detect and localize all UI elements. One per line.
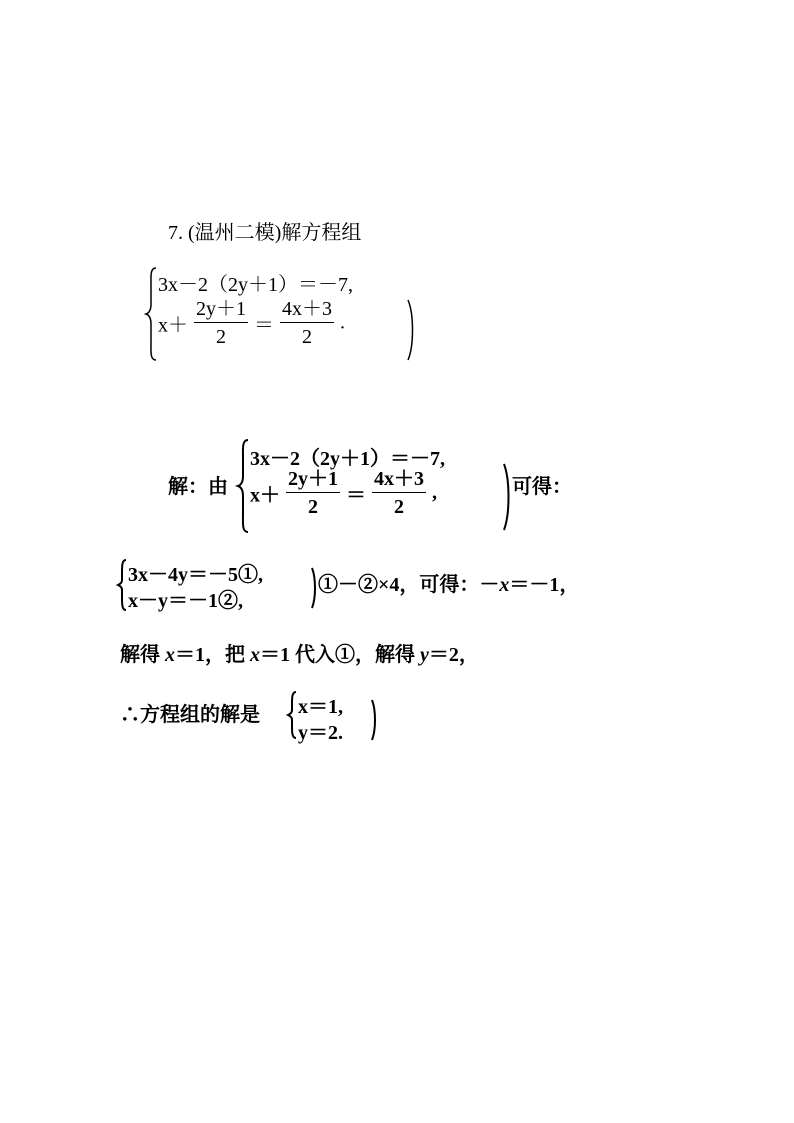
solution-right-paren [502, 462, 512, 532]
solution-fraction-1-den: 2 [308, 496, 318, 518]
problem-fraction-1-num: 2y＋1 [194, 298, 248, 323]
elimination-rest: ＝－1， [509, 574, 580, 596]
problem-eq2 [158, 298, 345, 348]
solution-fraction-2-num: 4x＋3 [372, 468, 426, 493]
problem-left-brace [146, 266, 158, 362]
solve-line-c: ＝1 代入①，解得 [260, 644, 420, 666]
problem-fraction-2-den: 2 [302, 326, 312, 348]
solution-eq2-equals: ＝ [346, 484, 366, 507]
solve-line-a: 解得 [120, 644, 165, 666]
solve-line-y: y [420, 644, 429, 666]
problem-eq2-equals: ＝ [254, 314, 274, 337]
reduced-eq1: 3x－4y＝－5①, [128, 564, 263, 586]
solution-result-label: 可得： [512, 476, 572, 498]
problem-number-sep: . [178, 222, 183, 244]
final-eq2: y＝2. [298, 722, 343, 744]
solve-line-x2: x [250, 644, 260, 666]
reduced-right-paren [310, 566, 318, 610]
solution-fraction-2 [372, 468, 426, 518]
solution-fraction-2-den: 2 [394, 496, 404, 518]
problem-fraction-1-den: 2 [216, 326, 226, 348]
solution-eq2-end: , [432, 481, 437, 504]
solve-line-d: ＝2， [428, 644, 479, 666]
reduced-left-brace [118, 558, 128, 612]
elimination-var: x [499, 574, 510, 596]
problem-source: (温州二模) [188, 222, 282, 244]
problem-heading [168, 216, 361, 245]
problem-eq2-end: . [340, 311, 345, 334]
solution-fraction-1 [286, 468, 340, 518]
problem-title: 解方程组 [281, 222, 362, 244]
solve-line [120, 638, 479, 667]
problem-right-paren [406, 298, 416, 362]
reduced-eq2: x－y＝－1②, [128, 590, 243, 612]
final-left-brace [288, 690, 298, 740]
final-right-paren [370, 698, 378, 742]
solution-eq2-lead: x＋ [250, 484, 280, 507]
elimination-op: ①－②×4，可得：－ [318, 574, 500, 596]
elimination-step [318, 568, 579, 597]
solution-eq1: 3x－2（2y＋1）＝－7, [250, 448, 445, 470]
solution-eq2 [250, 468, 437, 518]
solve-line-b: ＝1，把 [175, 644, 250, 666]
problem-eq2-lead: x＋ [158, 314, 188, 337]
problem-eq1: 3x－2（2y＋1）＝－7, [158, 274, 353, 296]
problem-fraction-1 [194, 298, 248, 348]
final-label: ∴方程组的解是 [120, 704, 260, 726]
final-eq1: x＝1, [298, 696, 343, 718]
solution-intro: 解：由 [168, 476, 228, 498]
problem-fraction-2 [280, 298, 334, 348]
solve-line-x1: x [165, 644, 175, 666]
problem-fraction-2-num: 4x＋3 [280, 298, 334, 323]
solution-fraction-1-num: 2y＋1 [286, 468, 340, 493]
problem-number: 7 [168, 222, 178, 244]
solution-left-brace [238, 438, 250, 534]
